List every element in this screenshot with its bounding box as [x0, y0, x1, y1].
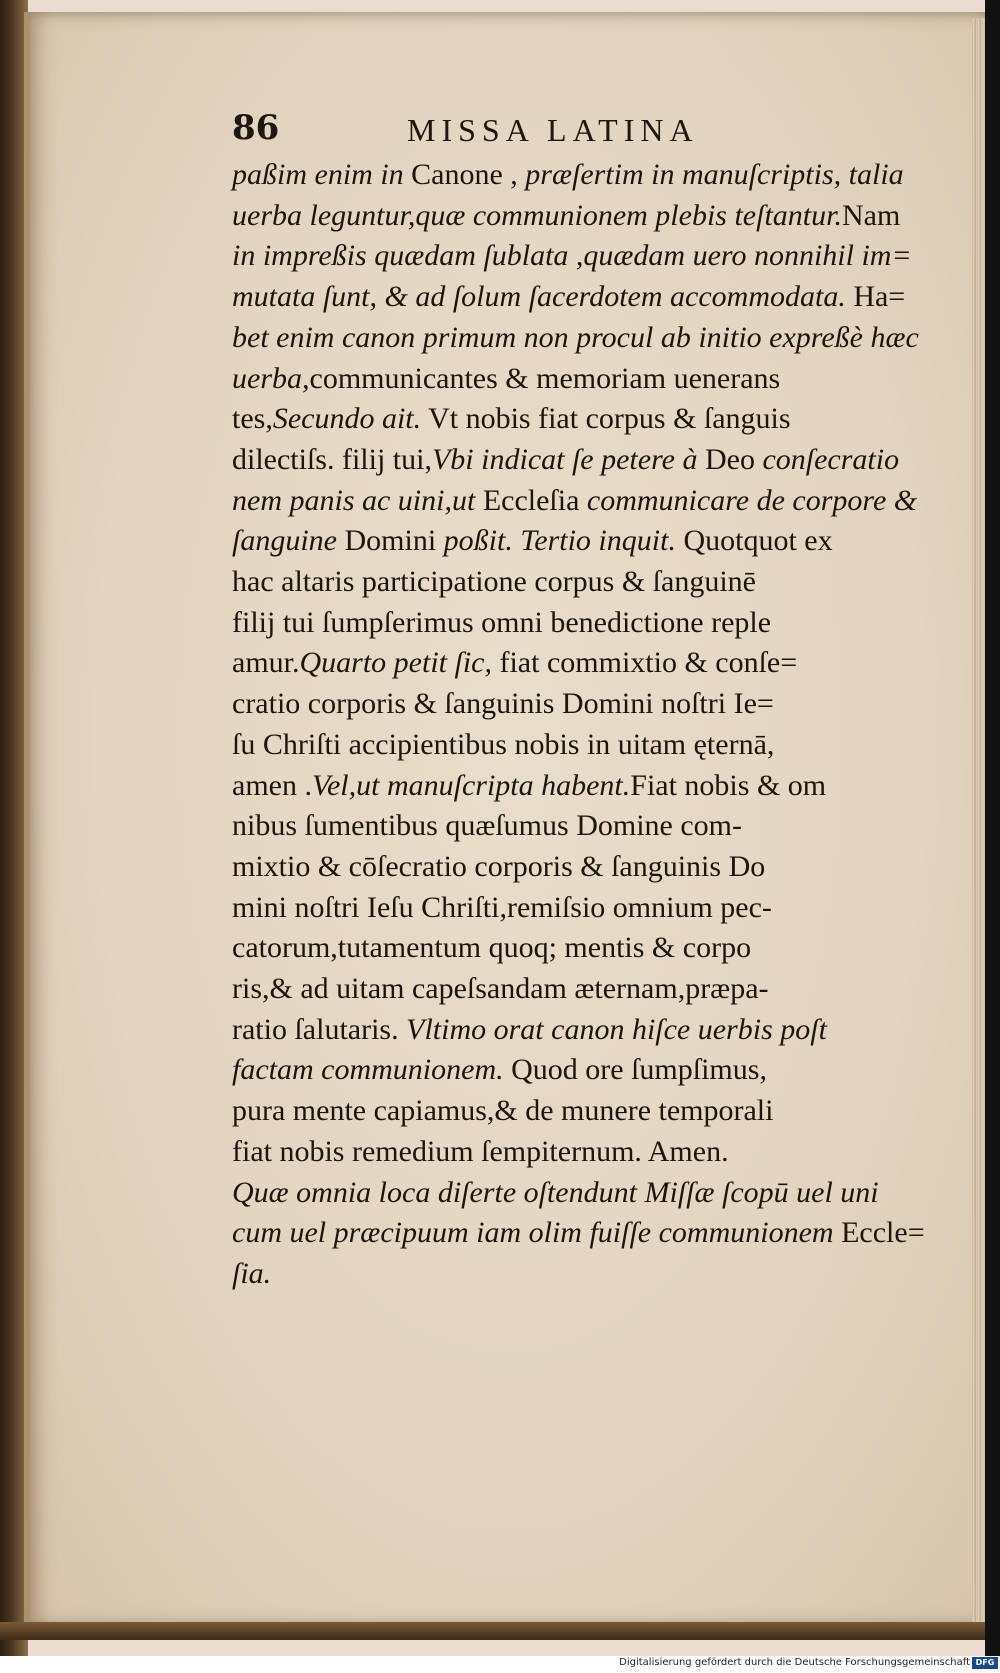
italic-text: paßim enim in: [232, 158, 412, 191]
roman-text: mixtio & cōſecratio corporis & ſanguinis Do: [232, 849, 766, 883]
roman-text: Eccle=: [841, 1216, 925, 1250]
roman-text: Ha=: [845, 280, 906, 314]
italic-text: præſertim in manuſcriptis, talia: [517, 158, 904, 191]
book-cover-edge: [0, 1622, 985, 1640]
italic-text: Secundo ait.: [272, 402, 422, 436]
italic-text: ſanguine: [232, 524, 345, 558]
roman-text: Nam: [841, 198, 901, 232]
roman-text: nibus ſumentibus quæſumus Domine com-: [232, 809, 742, 843]
roman-text: Quotquot ex: [675, 524, 833, 558]
text-line: [232, 889, 968, 927]
text-line: [232, 237, 968, 275]
roman-text: catorum,tutamentum quoq; mentis & corpo: [232, 931, 752, 965]
text-line: [232, 319, 968, 357]
text-line: [232, 522, 968, 560]
roman-text: ratio ſalutaris.: [232, 1012, 399, 1046]
text-line: [232, 644, 968, 682]
text-line: [232, 563, 968, 601]
text-line: [232, 1011, 968, 1049]
italic-text: ſia.: [232, 1256, 272, 1290]
text-line: [232, 929, 968, 967]
text-line: [232, 441, 968, 479]
italic-text: Miſſæ: [644, 1175, 715, 1209]
text-line: [232, 807, 968, 845]
text-line: [232, 1133, 968, 1171]
italic-text: Vel,ut manuſcripta habent.: [311, 768, 631, 802]
italic-text: Tertio inquit.: [512, 524, 676, 558]
text-line: [232, 197, 968, 235]
roman-text: mini noſtri Ieſu Chriſti,remiſsio omnium pec-: [232, 890, 772, 924]
scanner-background: [985, 0, 1000, 1656]
italic-text: in impreßis quædam ſublata ,quædam uero nonnihil im=: [232, 239, 912, 273]
roman-text: fiat commixtio & conſe=: [491, 646, 798, 680]
italic-text: Quarto petit ſic,: [299, 646, 492, 680]
text-line: [232, 767, 968, 805]
text-line: [232, 278, 968, 316]
roman-text: ris,& ad uitam capeſsandam æternam,præpa-: [232, 972, 769, 1005]
roman-text: amur.: [232, 646, 300, 680]
text-line: [232, 970, 968, 1008]
text-line: [232, 360, 968, 398]
roman-text: hac altaris participatione corpus & ſanguinē: [232, 565, 756, 598]
page-number: 86: [232, 108, 280, 148]
italic-text: conſecratio: [754, 442, 900, 476]
roman-text: Domini: [344, 524, 437, 558]
text-line: [232, 685, 968, 723]
roman-text: ſu Chriſti accipientibus nobis in uitam ęternā,: [232, 727, 775, 761]
italic-text: uerba leguntur,quæ communionem plebis teſtantur.: [232, 198, 842, 232]
roman-text: communicantes & memoriam uenerans: [309, 361, 781, 395]
page-header: [232, 108, 752, 158]
roman-text: cratio corporis & ſanguinis Domini noſtri Ie=: [232, 687, 774, 721]
funding-credit: Digitalisierung gefördert durch die Deutsche Forschungsgemeinschaft: [619, 1657, 970, 1668]
roman-text: Eccleſia: [482, 483, 580, 517]
italic-text: ſcopū uel uni: [714, 1175, 879, 1209]
text-line: [232, 726, 968, 764]
italic-text: communicare de corpore &: [579, 483, 918, 517]
italic-text: uerba,: [232, 361, 310, 395]
roman-text: Vt nobis fiat corpus & ſanguis: [421, 402, 791, 436]
text-line: [232, 400, 968, 438]
roman-text: fiat nobis remedium ſempiternum. Amen.: [232, 1134, 729, 1168]
text-line: [232, 1092, 968, 1130]
text-line: [232, 848, 968, 886]
running-head: MISSA LATINA: [407, 112, 699, 148]
italic-text: Vltimo orat canon hiſce uerbis poſt: [398, 1012, 827, 1046]
text-line: [232, 1051, 968, 1089]
italic-text: factam communionem.: [232, 1053, 504, 1087]
roman-text: Fiat nobis & om: [630, 768, 827, 802]
roman-text: Canone ,: [411, 158, 518, 191]
italic-text: bet enim canon primum non procul ab initio expreßè hæc: [232, 320, 919, 354]
text-line: [232, 482, 968, 520]
italic-text: poßit.: [436, 524, 513, 558]
roman-text: tes,: [232, 402, 273, 436]
italic-text: cum uel præcipuum iam olim fuiſſe communionem: [232, 1216, 842, 1250]
italic-text: mutata ſunt, & ad ſolum ſacerdotem accommodata.: [232, 280, 846, 314]
text-line: [232, 604, 968, 642]
roman-text: filij tui ſumpſerimus omni benedictione reple: [232, 605, 772, 639]
roman-text: Quod ore ſumpſimus,: [503, 1053, 767, 1087]
text-line: [232, 1255, 968, 1293]
italic-text: Quæ omnia loca diſerte oſtendunt: [232, 1175, 645, 1209]
italic-text: nem panis ac uini,ut: [232, 483, 483, 517]
page-edges: [972, 18, 986, 1628]
text-line: [232, 156, 968, 194]
roman-text: Deo: [704, 442, 755, 476]
text-line: [232, 1214, 968, 1252]
italic-text: Vbi indicat ſe petere à: [431, 442, 705, 476]
text-line: [232, 1174, 968, 1212]
roman-text: dilectiſs. filij tui,: [232, 442, 432, 476]
roman-text: amen .: [232, 768, 312, 802]
roman-text: pura mente capiamus,& de munere temporali: [232, 1094, 774, 1128]
dfg-logo: DFG: [972, 1657, 998, 1669]
